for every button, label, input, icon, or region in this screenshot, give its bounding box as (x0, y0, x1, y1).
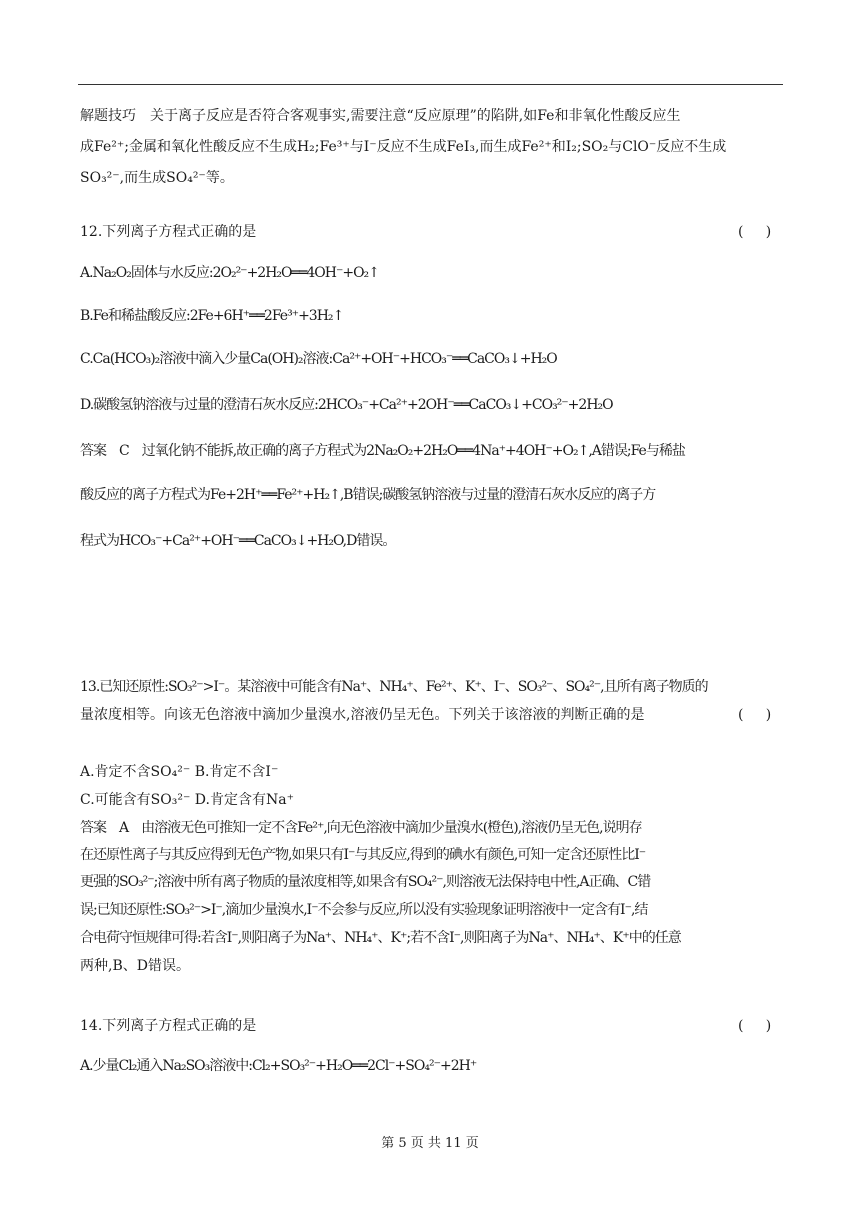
q13-answer-bracket: ( ) (738, 707, 772, 723)
header-rule (78, 84, 783, 85)
q12-option-b: B.Fe和稀盐酸反应:2Fe+6H⁺══2Fe³⁺+3H₂↑ (80, 308, 344, 324)
q12-option-a: A.Na₂O₂固体与水反应:2O₂²⁻+2H₂O══4OH⁻+O₂↑ (80, 265, 379, 281)
q12-answer-bracket: ( ) (738, 224, 772, 240)
page-footer: 第 5 页 共 11 页 (381, 1136, 479, 1151)
tip-label: 解题技巧 (80, 108, 136, 124)
q13-stem-line-2: 量浓度相等。向该无色溶液中滴加少量溴水,溶液仍呈无色。下列关于该溶液的判断正确的是 (80, 707, 645, 723)
q12-stem: 12.下列离子方程式正确的是 (80, 224, 257, 240)
q13-options-cd: C.可能含有SO₃²⁻ D.肯定含有Na⁺ (80, 792, 294, 808)
q12-option-d: D.碳酸氢钠溶液与过量的澄清石灰水反应:2HCO₃⁻+Ca²⁺+2OH⁻══CaCO₃↓+CO₃²⁻+2H₂O (80, 397, 613, 413)
q12-answer-line-2: 酸反应的离子方程式为Fe+2H⁺══Fe²⁺+H₂↑,B错误;碳酸氢钠溶液与过量的澄清石灰水反应的离子方 (80, 487, 656, 503)
tip-line-2: 成Fe²⁺;金属和氧化性酸反应不生成H₂;Fe³⁺与I⁻反应不生成FeI₃,而生成Fe²⁺和I₂;SO₂与ClO⁻反应不生成 (80, 139, 727, 155)
q13-answer-line-1: 答案 A 由溶液无色可推知一定不含Fe²⁺,向无色溶液中滴加少量溴水(橙色),溶液仍呈无色,说明存 (80, 820, 642, 836)
q13-answer-line-3: 更强的SO₃²⁻;溶液中所有离子物质的量浓度相等,如果含有SO₄²⁻,则溶液无法保持电中性,A正确、C错 (80, 874, 651, 890)
q14-option-a: A.少量Cl₂通入Na₂SO₃溶液中:Cl₂+SO₃²⁻+H₂O══2Cl⁻+SO₄²⁻+2H⁺ (80, 1058, 477, 1074)
q12-answer-line-1: 答案 C 过氧化钠不能拆,故正确的离子方程式为2Na₂O₂+2H₂O══4Na⁺+4OH⁻+O₂↑,A错误;Fe与稀盐 (80, 443, 685, 459)
q14-stem: 14.下列离子方程式正确的是 (80, 1018, 257, 1034)
tip-line-3: SO₃²⁻,而生成SO₄²⁻等。 (80, 170, 234, 186)
tip-line-1: 解题技巧 关于离子反应是否符合客观事实,需要注意“反应原理”的陷阱,如Fe和非氧化性酸反应生 (80, 108, 681, 124)
q12-option-c: C.Ca(HCO₃)₂溶液中滴入少量Ca(OH)₂溶液:Ca²⁺+OH⁻+HCO₃⁻══CaCO₃↓+H₂O (80, 351, 557, 367)
q14-answer-bracket: ( ) (738, 1018, 772, 1034)
q13-options-ab: A.肯定不含SO₄²⁻ B.肯定不含I⁻ (80, 764, 279, 780)
q13-stem-line-1: 13.已知还原性:SO₃²⁻>I⁻。某溶液中可能含有Na⁺、NH₄⁺、Fe²⁺、K⁺、I⁻、SO₃²⁻、SO₄²⁻,且所有离子物质的 (80, 679, 708, 695)
q12-answer-line-3: 程式为HCO₃⁻+Ca²⁺+OH⁻══CaCO₃↓+H₂O,D错误。 (80, 533, 396, 549)
q13-answer-line-6: 两种,B、D错误。 (80, 958, 190, 974)
q13-answer-line-2: 在还原性离子与其反应得到无色产物,如果只有I⁻与其反应,得到的碘水有颜色,可知一定含还原性比I⁻ (80, 847, 646, 863)
q13-answer-line-4: 误;已知还原性:SO₃²⁻>I⁻,滴加少量溴水,I⁻不会参与反应,所以没有实验现象证明溶液中一定含有I⁻,结 (80, 902, 648, 918)
q13-answer-line-5: 合电荷守恒规律可得:若含I⁻,则阳离子为Na⁺、NH₄⁺、K⁺;若不含I⁻,则阳离子为Na⁺、NH₄⁺、K⁺中的任意 (80, 930, 681, 946)
